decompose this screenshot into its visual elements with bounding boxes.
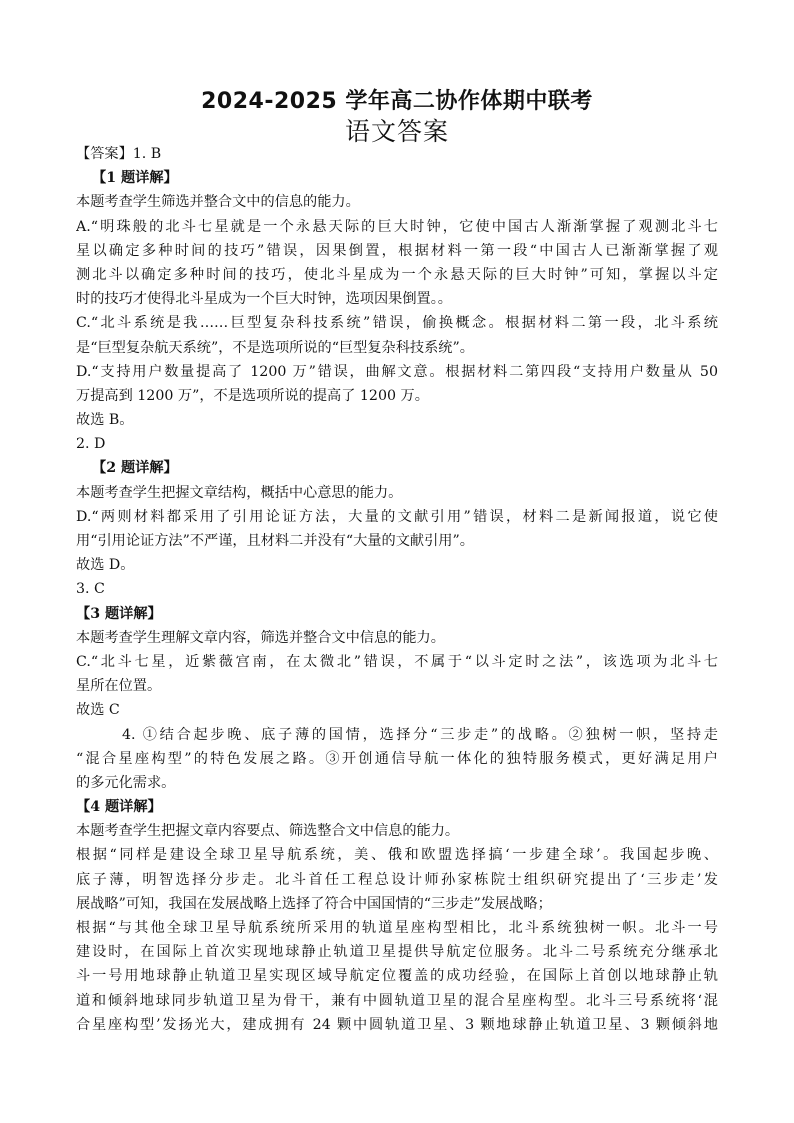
text-line: 本题考查学生把握文章内容要点、筛选整合文中信息的能力。 (76, 823, 460, 840)
text-line: 万提高到 1200 万”，不是选项所说的提高了 1200 万。 (76, 387, 429, 404)
text-line: 斗一号用地球静止轨道卫星实现区域导航定位覆盖的成功经验，在国际上首创以地球静止轨 (76, 968, 718, 985)
page-title: 2024-2025 学年高二协作体期中联考 (201, 89, 593, 114)
text-line: 根据“与其他全球卫星导航系统所采用的轨道星座构型相比，北斗系统独树一帜。北斗一号 (76, 920, 718, 936)
text-line: 【4 题详解】 (76, 799, 162, 816)
text-line: 建设时，在国际上首次实现地球静止轨道卫星提供导航定位服务。北斗二号系统充分继承北 (76, 944, 718, 961)
text-line: 3. C (76, 581, 105, 598)
text-line: 星以确定多种时间的技巧”错误，因果倒置，根据材料一第一段“中国古人已渐渐掌握了观 (76, 242, 718, 259)
text-line: 【1 题详解】 (92, 170, 178, 187)
text-line: A.“明珠般的北斗七星就是一个永悬天际的巨大时钟，它使中国古人渐渐掌握了观测北斗七 (76, 218, 718, 235)
text-line: 时的技巧才使得北斗星成为一个巨大时钟，选项因果倒置。。 (76, 291, 452, 308)
text-line: 故选 B。 (76, 412, 134, 429)
text-line: 本题考查学生理解文章内容，筛选并整合文中信息的能力。 (76, 629, 445, 646)
text-line: C.“北斗系统是我……巨型复杂科技系统”错误，偷换概念。根据材料二第一段，北斗系统 (76, 315, 718, 332)
text-line: 本题考查学生筛选并整合文中的信息的能力。 (76, 194, 360, 211)
text-line: 星所在位置。 (76, 678, 162, 695)
page-subtitle: 语文答案 (344, 117, 449, 146)
text-line: 故选 C (76, 702, 120, 719)
text-line: 【2 题详解】 (92, 460, 178, 477)
text-line: 4. ①结合起步晚、底子薄的国情，选择分“三步走”的战略。②独树一帜，坚持走 (122, 726, 718, 743)
text-line: 【3 题详解】 (76, 605, 162, 622)
text-line: 道和倾斜地球同步轨道卫星为骨干，兼有中圆轨道卫星的混合星座构型。北斗三号系统将‘混 (76, 992, 718, 1009)
text-line: 测北斗以确定多种时间的技巧，使北斗星成为一个永悬天际的巨大时钟”可知，掌握以斗定 (76, 266, 718, 283)
text-line: D.“支持用户数量提高了 1200 万”错误，曲解文意。根据材料二第四段“支持用户数量从 50 (76, 363, 718, 380)
text-line: 根据“同样是建设全球卫星导航系统，美、俄和欧盟选择搞‘一步建全球’。我国起步晚、 (76, 847, 718, 864)
text-line: 底子薄，明智选择分步走。北斗首任工程总设计师孙家栋院士组织研究提出了‘三步走’发 (76, 871, 718, 888)
text-line: 合星座构型’发扬光大，建成拥有 24 颗中圆轨道卫星、3 颗地球静止轨道卫星、3 颗倾斜地 (76, 1016, 718, 1033)
text-line: 【答案】1. B (76, 146, 162, 162)
text-line: 用“引用论证方法”不严谨，且材料二并没有“大量的文献引用”。 (76, 533, 474, 549)
text-line: 展战略”可知，我国在发展战略上选择了符合中国国情的“三步走”发展战略； (76, 895, 552, 912)
text-line: C.“北斗七星，近紫薇宫南，在太微北”错误，不属于“以斗定时之法”，该选项为北斗七 (76, 653, 718, 670)
text-line: 故选 D。 (76, 557, 135, 574)
text-line: 是“巨型复杂航天系统”，不是选项所说的“巨型复杂科技系统”。 (76, 339, 474, 356)
text-line: 2. D (76, 436, 106, 453)
text-line: D.“两则材料都采用了引用论证方法，大量的文献引用”错误，材料二是新闻报道，说它使 (76, 508, 718, 525)
text-line: 的多元化需求。 (76, 774, 176, 791)
text-line: 本题考查学生把握文章结构，概括中心意思的能力。 (76, 484, 403, 501)
text-line: “混合星座构型”的特色发展之路。③开创通信导航一体化的独特服务模式，更好满足用户 (76, 750, 718, 767)
answer-body (76, 142, 718, 1037)
